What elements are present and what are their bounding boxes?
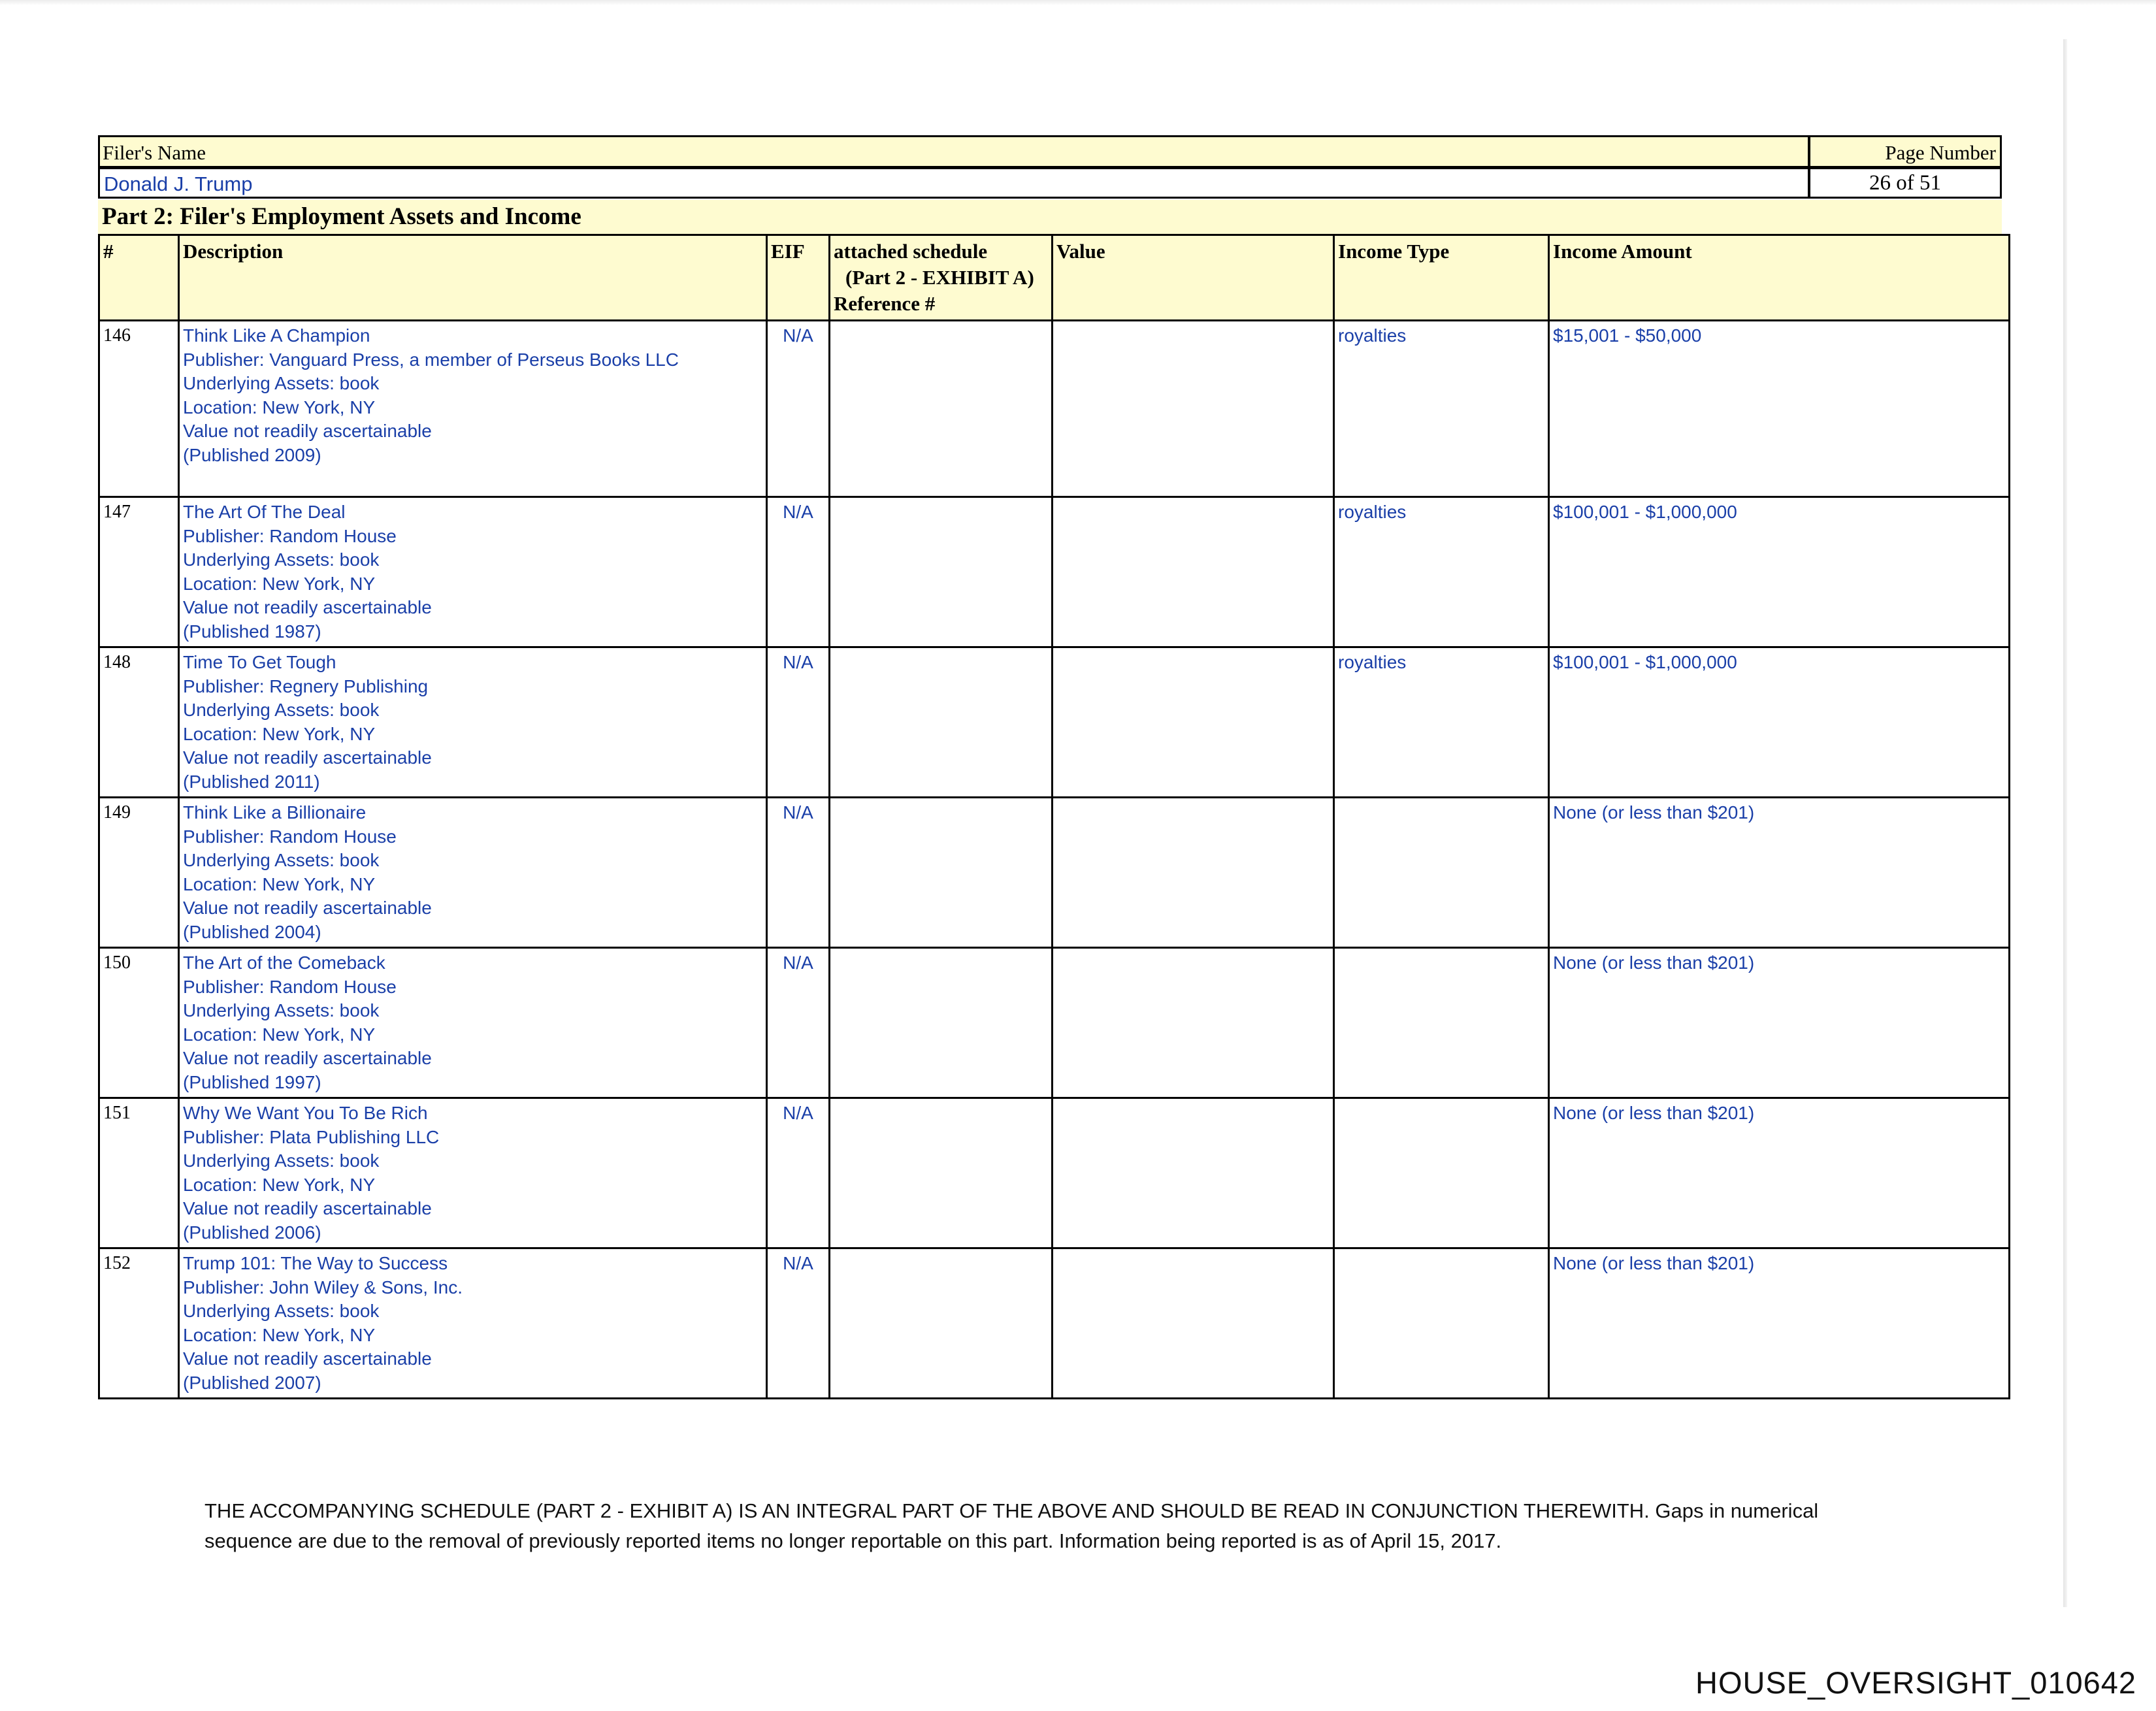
description-line: Underlying Assets: book — [183, 549, 380, 570]
row-schedule-ref — [830, 948, 1053, 1098]
col-header-schedule-line1: attached schedule — [834, 240, 988, 263]
row-income-type: royalties — [1334, 497, 1549, 647]
description-line: Value not readily ascertainable — [183, 1198, 432, 1218]
description-line: Underlying Assets: book — [183, 850, 380, 870]
row-income-amount: None (or less than $201) — [1549, 1098, 2010, 1248]
row-description — [179, 948, 767, 1098]
footer-note — [204, 1496, 1968, 1556]
description-line: Time To Get Tough — [183, 652, 336, 672]
row-eif: N/A — [767, 948, 830, 1098]
row-eif: N/A — [767, 1098, 830, 1248]
bates-number: HOUSE_OVERSIGHT_010642 — [1695, 1665, 2137, 1700]
row-eif: N/A — [767, 1248, 830, 1399]
table-row — [99, 798, 2010, 948]
table-row — [99, 497, 2010, 647]
description-line: Underlying Assets: book — [183, 1150, 380, 1171]
description-line: Publisher: Vanguard Press, a member of Perseus Books LLC — [183, 349, 679, 370]
row-schedule-ref — [830, 497, 1053, 647]
filer-name-label: Filer's Name — [98, 135, 1810, 168]
description-line: Location: New York, NY — [183, 1324, 376, 1345]
description-line: The Art Of The Deal — [183, 502, 346, 522]
row-income-type: royalties — [1334, 321, 1549, 497]
row-value — [1053, 321, 1334, 497]
description-line: (Published 2011) — [183, 771, 320, 792]
description-line: Location: New York, NY — [183, 397, 376, 417]
col-header-schedule — [830, 235, 1053, 321]
col-header-schedule-line3: Reference # — [834, 292, 936, 315]
description-line: (Published 1997) — [183, 1071, 321, 1092]
row-schedule-ref — [830, 647, 1053, 798]
row-number: 150 — [99, 948, 179, 1098]
description-line: (Published 2009) — [183, 444, 321, 465]
table-row — [99, 1098, 2010, 1248]
row-income-amount: $100,001 - $1,000,000 — [1549, 497, 2010, 647]
footer-note-line2: sequence are due to the removal of previously reported items no longer reportable on this part. Information being reported is as of April 15, 2017. — [204, 1529, 1502, 1552]
description-line: Underlying Assets: book — [183, 1301, 380, 1321]
page-number-value: 26 of 51 — [1808, 167, 2002, 199]
row-number: 151 — [99, 1098, 179, 1248]
assets-income-table — [98, 234, 2010, 1399]
row-value — [1053, 948, 1334, 1098]
table-row — [99, 1248, 2010, 1399]
table-header-row — [99, 235, 2010, 321]
description-line: Why We Want You To Be Rich — [183, 1103, 428, 1123]
filer-name-value: Donald J. Trump — [98, 167, 1810, 199]
page-number-label: Page Number — [1808, 135, 2002, 168]
row-income-type — [1334, 1098, 1549, 1248]
description-line: Publisher: Random House — [183, 976, 397, 997]
description-line: Underlying Assets: book — [183, 700, 380, 720]
row-income-amount: None (or less than $201) — [1549, 798, 2010, 948]
table-row — [99, 647, 2010, 798]
row-number: 152 — [99, 1248, 179, 1399]
row-schedule-ref — [830, 798, 1053, 948]
part-title: Part 2: Filer's Employment Assets and Income — [98, 200, 2002, 235]
row-eif: N/A — [767, 647, 830, 798]
description-line: Value not readily ascertainable — [183, 421, 432, 441]
col-header-eif: EIF — [767, 235, 830, 321]
col-header-income-type: Income Type — [1334, 235, 1549, 321]
row-number: 149 — [99, 798, 179, 948]
description-line: Publisher: Random House — [183, 826, 397, 847]
description-line: Think Like A Champion — [183, 325, 370, 346]
col-header-income-amount: Income Amount — [1549, 235, 2010, 321]
row-description — [179, 321, 767, 497]
row-description — [179, 1098, 767, 1248]
description-line: Location: New York, NY — [183, 723, 376, 744]
row-income-amount: $100,001 - $1,000,000 — [1549, 647, 2010, 798]
row-schedule-ref — [830, 321, 1053, 497]
description-line: Trump 101: The Way to Success — [183, 1253, 448, 1273]
description-line: Publisher: John Wiley & Sons, Inc. — [183, 1277, 463, 1297]
row-value — [1053, 497, 1334, 647]
description-line: The Art of the Comeback — [183, 953, 385, 973]
col-header-value: Value — [1053, 235, 1334, 321]
row-value — [1053, 647, 1334, 798]
row-income-amount: $15,001 - $50,000 — [1549, 321, 2010, 497]
row-value — [1053, 1098, 1334, 1248]
row-income-type — [1334, 948, 1549, 1098]
row-income-amount: None (or less than $201) — [1549, 948, 2010, 1098]
row-value — [1053, 798, 1334, 948]
row-income-type — [1334, 798, 1549, 948]
description-line: Value not readily ascertainable — [183, 1348, 432, 1369]
row-income-type — [1334, 1248, 1549, 1399]
row-description — [179, 497, 767, 647]
table-row — [99, 321, 2010, 497]
row-value — [1053, 1248, 1334, 1399]
description-line: Location: New York, NY — [183, 1174, 376, 1195]
row-number: 147 — [99, 497, 179, 647]
description-line: (Published 1987) — [183, 621, 321, 642]
row-schedule-ref — [830, 1098, 1053, 1248]
description-line: Value not readily ascertainable — [183, 597, 432, 617]
row-number: 148 — [99, 647, 179, 798]
description-line: Value not readily ascertainable — [183, 1048, 432, 1068]
description-line: Underlying Assets: book — [183, 373, 380, 393]
row-description — [179, 798, 767, 948]
row-eif: N/A — [767, 321, 830, 497]
col-header-num: # — [99, 235, 179, 321]
col-header-schedule-line2: (Part 2 - EXHIBIT A) — [845, 266, 1034, 289]
row-number: 146 — [99, 321, 179, 497]
description-line: Think Like a Billionaire — [183, 802, 367, 823]
row-schedule-ref — [830, 1248, 1053, 1399]
description-line: Location: New York, NY — [183, 1024, 376, 1045]
row-income-amount: None (or less than $201) — [1549, 1248, 2010, 1399]
description-line: Value not readily ascertainable — [183, 747, 432, 768]
description-line: Location: New York, NY — [183, 573, 376, 594]
col-header-description: Description — [179, 235, 767, 321]
scan-edge-top — [0, 0, 2156, 5]
row-description — [179, 1248, 767, 1399]
scan-edge-right — [2063, 39, 2067, 1607]
table-row — [99, 948, 2010, 1098]
footer-note-line1: THE ACCOMPANYING SCHEDULE (PART 2 - EXHIBIT A) IS AN INTEGRAL PART OF THE ABOVE AND SHOULD BE READ IN CONJUNCTION THEREWITH. Gaps in numerical — [204, 1499, 1819, 1522]
description-line: Publisher: Random House — [183, 525, 397, 546]
row-description — [179, 647, 767, 798]
row-eif: N/A — [767, 798, 830, 948]
description-line: Location: New York, NY — [183, 873, 376, 894]
description-line: Publisher: Plata Publishing LLC — [183, 1126, 440, 1147]
row-income-type: royalties — [1334, 647, 1549, 798]
description-line: Underlying Assets: book — [183, 1000, 380, 1020]
description-line: (Published 2007) — [183, 1372, 321, 1393]
table-body — [99, 321, 2010, 1399]
row-eif: N/A — [767, 497, 830, 647]
description-line: (Published 2006) — [183, 1222, 321, 1243]
description-line: Value not readily ascertainable — [183, 898, 432, 918]
description-line: (Published 2004) — [183, 921, 321, 942]
description-line: Publisher: Regnery Publishing — [183, 676, 429, 696]
